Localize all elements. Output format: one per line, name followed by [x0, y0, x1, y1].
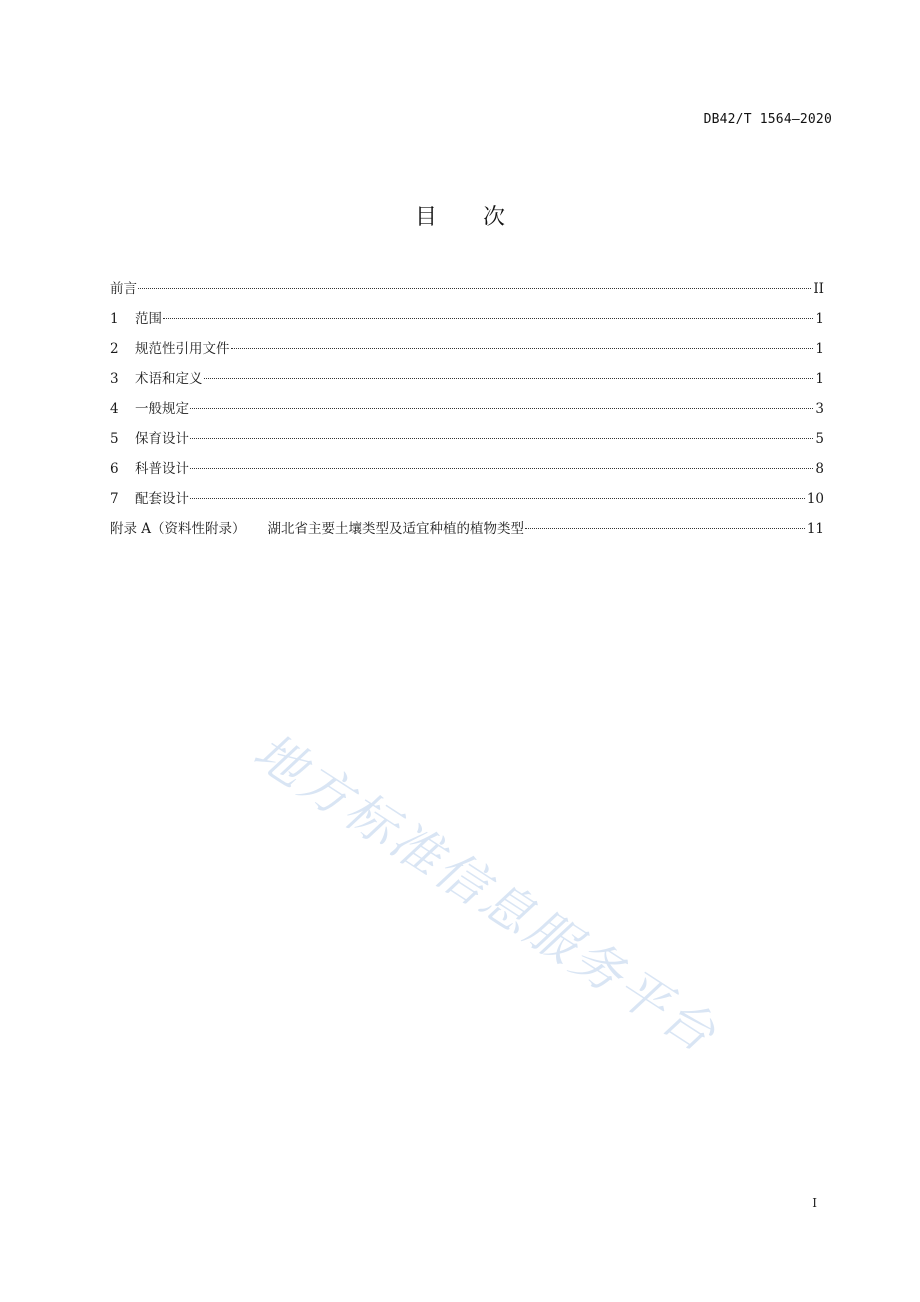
toc-item-normative-references[interactable] [110, 338, 824, 368]
toc-item-number: 5 [110, 431, 119, 447]
toc-item-label: 前言 [110, 281, 137, 297]
toc-item-number: 2 [110, 341, 119, 357]
toc-item-page: 1 [815, 341, 824, 357]
toc-leader-dots [525, 528, 805, 529]
toc-item-science-popularization-design[interactable] [110, 458, 824, 488]
toc-item-number: 6 [110, 461, 119, 477]
toc-leader-dots [163, 318, 813, 319]
toc-leader-dots [190, 468, 813, 469]
toc-leader-dots [231, 348, 814, 349]
toc-leader-dots [190, 408, 813, 409]
toc-leader-dots [190, 498, 805, 499]
toc-leader-dots [138, 288, 811, 289]
toc-item-page: 1 [815, 311, 824, 327]
toc-item-label: 配套设计 [135, 491, 189, 507]
toc-item-foreword[interactable] [110, 278, 824, 308]
toc-item-appendix-a[interactable] [110, 518, 824, 548]
toc-item-label: 湖北省主要土壤类型及适宜种植的植物类型 [267, 521, 525, 537]
toc-item-number: 3 [110, 371, 119, 387]
toc-appendix-prefix: 附录 A（资料性附录） [110, 521, 246, 537]
toc-item-terms-definitions[interactable] [110, 368, 824, 398]
toc-item-page: 1 [815, 371, 824, 387]
toc-item-page: 11 [806, 521, 824, 537]
toc-item-number: 1 [110, 311, 119, 327]
toc-item-page: 10 [806, 491, 824, 507]
toc-item-label: 保育设计 [135, 431, 189, 447]
toc-item-conservation-design[interactable] [110, 428, 824, 458]
toc-item-label: 范围 [135, 311, 162, 327]
toc-item-label: 一般规定 [135, 401, 189, 417]
toc-item-general-provisions[interactable] [110, 398, 824, 428]
toc-leader-dots [190, 438, 813, 439]
toc-item-page: 8 [815, 461, 824, 477]
table-of-contents [110, 278, 824, 548]
page-title: 目次 [414, 205, 551, 230]
toc-item-number: 7 [110, 491, 119, 507]
toc-item-number: 4 [110, 401, 119, 417]
toc-item-label: 科普设计 [135, 461, 189, 477]
document-code: DB42/T 1564—2020 [703, 112, 832, 127]
watermark: 地方标准信息服务平台 [243, 721, 729, 1065]
toc-item-page: 3 [815, 401, 824, 417]
toc-item-scope[interactable] [110, 308, 824, 338]
toc-item-label: 规范性引用文件 [135, 341, 230, 357]
toc-item-label: 术语和定义 [135, 371, 203, 387]
toc-item-page: II [813, 281, 824, 297]
toc-item-page: 5 [815, 431, 824, 447]
toc-item-supporting-design[interactable] [110, 488, 824, 518]
toc-leader-dots [204, 378, 814, 379]
page-number: I [812, 1196, 817, 1210]
